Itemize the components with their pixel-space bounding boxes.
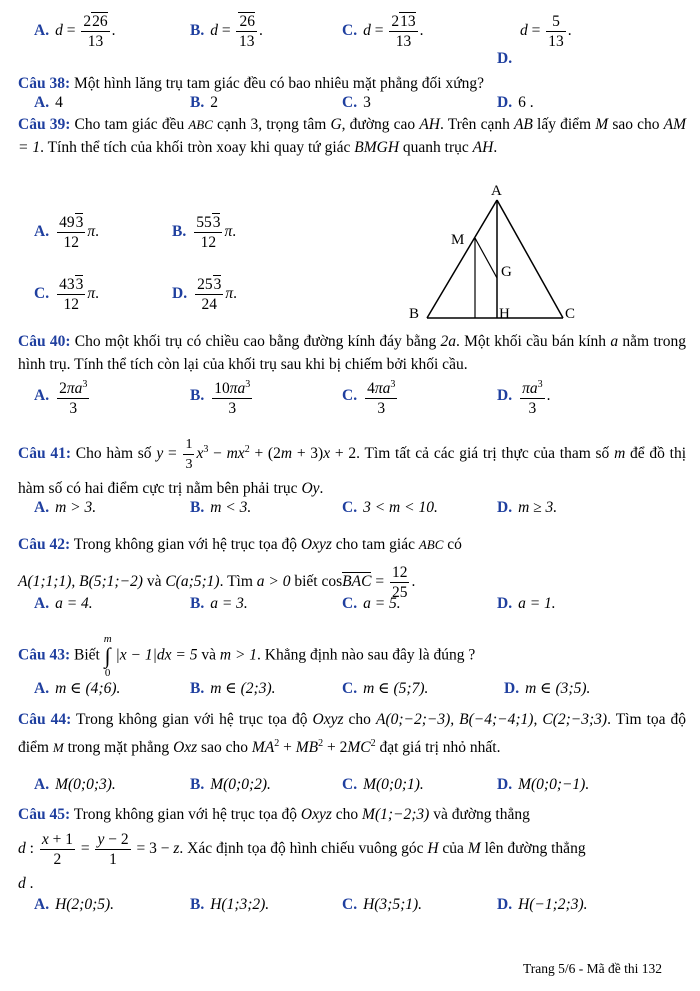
q39-option-c[interactable]: C. $\frac{433}{12}$ π. <box>34 276 99 313</box>
q37-option-d-label: D. <box>497 50 513 67</box>
option-letter: C. <box>342 94 358 111</box>
q38-option-b[interactable]: B. 2 <box>190 94 218 111</box>
q40-option-d[interactable]: D. $\frac{\pi a^3}{3}$ . <box>497 375 550 418</box>
triangle-figure <box>405 178 590 326</box>
q41-option-d[interactable]: D. m ≥ 3. <box>497 499 558 516</box>
q43-option-d[interactable]: D. m ∈ (3;5). <box>504 680 591 697</box>
q40-option-a[interactable]: A. $\frac{2\pi a^3}{3}$ <box>34 375 91 418</box>
q42-option-b[interactable]: B. a = 3. <box>190 595 248 612</box>
q44-option-a[interactable]: A. M(0;0;3). <box>34 776 116 793</box>
question-43: Câu 43: Biết m ∫ 0 |x − 1|dx = 5 và m > 1. Khẳng định nào sau đây là đúng ? <box>18 633 476 679</box>
q42-option-a[interactable]: A. a = 4. <box>34 595 93 612</box>
q45-option-c[interactable]: C. H(3;5;1). <box>342 896 423 913</box>
question-42: Câu 42: Trong không gian với hệ trục tọa độ Oxyz cho tam giác ABC có A(1;1;1), B(5;1;−2) và C(a;5;1). Tìm a > 0 biết cosBAC = $\frac{12}{25}$ . <box>18 536 462 601</box>
question-38: Câu 38: Một hình lăng trụ tam giác đều có bao nhiêu mặt phẳng đối xứng? <box>18 75 485 92</box>
q39-option-d[interactable]: D. $\frac{253}{24}$ π. <box>172 276 237 313</box>
q41-option-c[interactable]: C. 3 < m < 10. <box>342 499 438 516</box>
page-footer: Trang 5/6 - Mã đề thi 132 <box>523 961 662 976</box>
q39-option-a[interactable]: A. $\frac{493}{12}$ π. <box>34 214 99 251</box>
option-letter: A. <box>34 94 50 111</box>
q40-option-c[interactable]: C. $\frac{4\pi a^3}{3}$ <box>342 375 399 418</box>
label-a: A <box>491 183 502 199</box>
q41-option-a[interactable]: A. m > 3. <box>34 499 97 516</box>
label-h: H <box>499 306 510 322</box>
q45-option-a[interactable]: A. H(2;0;5). <box>34 896 115 913</box>
q37-option-b[interactable]: B. d = $\frac{26}{13}$ . <box>190 13 263 50</box>
q42-option-c[interactable]: C. a = 5. <box>342 595 401 612</box>
q45-option-b[interactable]: B. H(1;3;2). <box>190 896 270 913</box>
question-41: Câu 41: Cho hàm số y = $\frac{1}{3}$ $x^3 - mx^2 + (2m + 3)x + 2$. Tìm tất cả các giá trị thực của tham số m để đồ thị hàm số có hai điểm cực trị nằm bên phải trục Oy. <box>18 437 687 498</box>
question-44: Câu 44: Trong không gian với hệ trục tọa độ Oxyz cho A(0;−2;−3), B(−4;−4;1), C(2;−3;3). Tìm tọa độ điểm M trong mặt phẳng Oxz sao cho $MA^2 + MB^2 + 2MC^2$ đạt giá trị nhỏ nhất. <box>18 711 687 757</box>
q37-option-d[interactable]: d = $\frac{5}{13}$ . <box>520 13 572 50</box>
question-40: Câu 40: Cho một khối trụ có chiều cao bằng đường kính đáy bằng 2a. Một khối cầu bán kính a nằm trong hình trụ. Tính thể tích còn lại của khối trụ sau khi bị chiếm bởi khối cầu. <box>18 333 687 373</box>
q42-option-d[interactable]: D. a = 1. <box>497 595 556 612</box>
label-g: G <box>501 264 512 280</box>
label-b: B <box>409 306 420 322</box>
q44-option-c[interactable]: C. M(0;0;1). <box>342 776 424 793</box>
q38-option-d[interactable]: D. 6 . <box>497 94 534 111</box>
q43-option-b[interactable]: B. m ∈ (2;3). <box>190 680 276 697</box>
question-39: Câu 39: Cho tam giác đều ABC cạnh 3, trọng tâm G, đường cao AH. Trên cạnh AB lấy điểm M sao cho AM = 1. Tính thể tích của khối tròn xoay khi quay tứ giác BMGH quanh trục AH. <box>18 116 687 156</box>
question-45: Câu 45: Trong không gian với hệ trục tọa độ Oxyz cho M(1;−2;3) và đường thẳng d : $\frac{x + 1}{2}$ = $\frac{y - 2}{1}$ = 3 − z. Xác định tọa độ hình chiếu vuông góc H của M lên đường thẳng d . <box>18 806 586 892</box>
option-letter: D. <box>497 94 513 111</box>
label-m: M <box>451 232 465 248</box>
q37-option-a[interactable]: A. d = $\frac{226}{13}$ . <box>34 13 116 50</box>
option-letter: B. <box>190 94 205 111</box>
q43-option-c[interactable]: C. m ∈ (5;7). <box>342 680 429 697</box>
q38-option-c[interactable]: C. 3 <box>342 94 371 111</box>
q44-option-d[interactable]: D. M(0;0;−1). <box>497 776 590 793</box>
q39-option-b[interactable]: B. $\frac{553}{12}$ π. <box>172 214 237 251</box>
label-c: C <box>565 306 576 322</box>
q37-option-c[interactable]: C. d = $\frac{213}{13}$ . <box>342 13 424 50</box>
q40-option-b[interactable]: B. $\frac{10\pi a^3}{3}$ <box>190 375 254 418</box>
q38-option-a[interactable]: A. 4 <box>34 94 63 111</box>
q43-option-a[interactable]: A. m ∈ (4;6). <box>34 680 121 697</box>
q44-option-b[interactable]: B. M(0;0;2). <box>190 776 271 793</box>
q45-option-d[interactable]: D. H(−1;2;3). <box>497 896 588 913</box>
q41-option-b[interactable]: B. m < 3. <box>190 499 252 516</box>
